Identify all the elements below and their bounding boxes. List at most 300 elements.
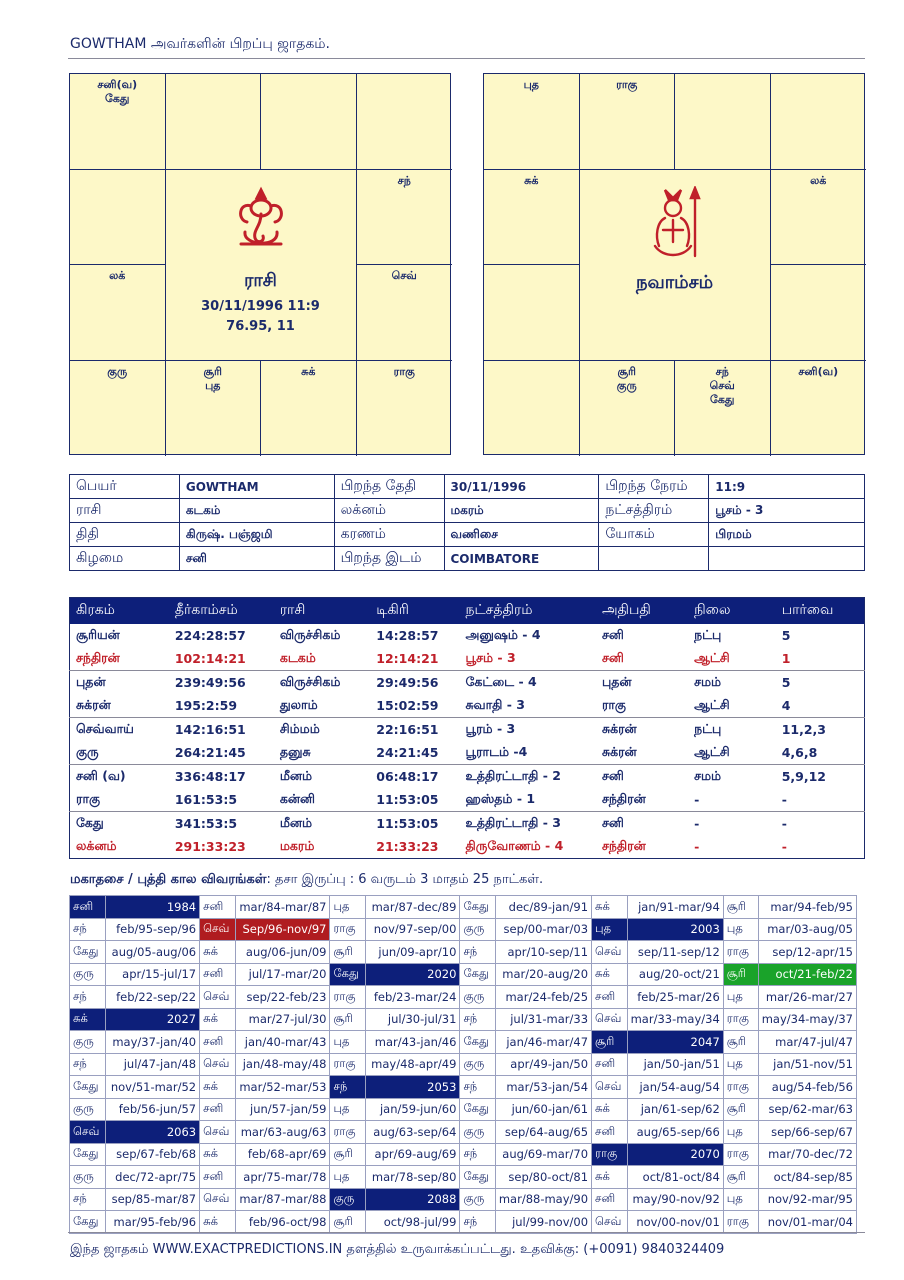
planet-cell: சனி [596, 647, 688, 671]
navamsam-house-cell [484, 361, 580, 457]
dasa-period: jul/47-jan/48 [105, 1053, 200, 1076]
rasi-birth-datetime: 30/11/1996 11:9 [201, 298, 320, 314]
info-label: லக்னம் [334, 499, 444, 523]
dasa-period: feb/96-oct/98 [235, 1211, 330, 1234]
dasa-planet: குரு [460, 918, 495, 941]
dasa-planet: செவ் [592, 941, 628, 964]
info-value: 11:9 [709, 475, 865, 499]
dasa-period: aug/65-sep/66 [627, 1121, 723, 1144]
planet-row [70, 835, 865, 859]
navamsam-house-cell [675, 74, 771, 170]
planet-cell: ஹஸ்தம் - 1 [460, 788, 596, 812]
planet-cell: 4,6,8 [776, 741, 865, 765]
page-title: GOWTHAM அவர்களின் பிறப்பு ஜாதகம். [70, 36, 330, 52]
planet-cell: - [781, 839, 787, 854]
dasa-period: mar/26-mar/27 [758, 986, 856, 1009]
dasa-planet: சூரி [723, 896, 758, 919]
planet-cell: 4 [776, 694, 865, 718]
planet-column-header: நட்சத்திரம் [460, 598, 596, 625]
dasa-planet: குரு [460, 1188, 495, 1211]
planet-cell: சனி [601, 627, 624, 642]
dasa-row [70, 918, 857, 941]
dasa-period: mar/63-aug/63 [235, 1121, 330, 1144]
planet-cell: 21:33:23 [376, 839, 439, 854]
dasa-row [70, 1076, 857, 1099]
dasa-period: aug/54-feb/56 [758, 1076, 856, 1099]
planet-cell: ராகு [596, 694, 688, 718]
planet-row [70, 765, 865, 789]
dasa-planet: ராகு [592, 1143, 628, 1166]
planet-cell: சனி [601, 815, 624, 830]
rasi-house-planets: செவ் [391, 269, 417, 282]
dasa-planet: கேது [460, 963, 495, 986]
dasa-planet: புத [723, 1121, 758, 1144]
dasa-period: may/37-jan/40 [105, 1031, 200, 1054]
planet-cell: விருச்சிகம் [279, 627, 341, 642]
planet-cell: ஆட்சி [688, 694, 776, 718]
dasa-period: jul/30-jul/31 [365, 1008, 460, 1031]
planet-cell: சுவாதி - 3 [460, 694, 596, 718]
rasi-house-planets: சூரி புத [203, 364, 222, 392]
dasa-planet: சந் [460, 1143, 495, 1166]
planet-cell: குரு [70, 741, 169, 765]
planet-cell: 22:16:51 [376, 722, 439, 737]
dasa-period: jul/31-mar/33 [495, 1008, 591, 1031]
dasa-planet: சந் [460, 1211, 495, 1234]
dasa-planet: ராகு [723, 1143, 758, 1166]
dasa-row [70, 941, 857, 964]
rasi-house-cell [357, 74, 453, 170]
planet-cell: 29:49:56 [376, 675, 439, 690]
dasa-period: feb/56-jun/57 [105, 1098, 200, 1121]
dasa-row [70, 986, 857, 1009]
dasa-period: dec/72-apr/75 [105, 1166, 200, 1189]
dasa-row [70, 1098, 857, 1121]
info-label: பிறந்த தேதி [334, 475, 444, 499]
dasa-period: nov/00-nov/01 [627, 1211, 723, 1234]
dasa-planet: ராகு [723, 1008, 758, 1031]
planet-cell: 239:49:56 [174, 675, 246, 690]
planet-cell: 336:48:17 [174, 769, 246, 784]
planet-cell: சூரியன் [76, 627, 120, 642]
dasa-row [70, 1121, 857, 1144]
dasa-planet: செவ் [200, 986, 236, 1009]
dasa-period: mar/53-jan/54 [495, 1076, 591, 1099]
navamsam-house-cell [771, 361, 867, 457]
dasa-planet: குரு [460, 986, 495, 1009]
dasa-period: mar/88-may/90 [495, 1188, 591, 1211]
info-value [709, 547, 865, 571]
dasa-period: nov/92-mar/95 [758, 1188, 856, 1211]
planet-cell: பூராடம் -4 [460, 741, 596, 765]
dasa-period: mar/03-aug/05 [758, 918, 856, 941]
planet-cell: திருவோணம் - 4 [465, 838, 564, 853]
dasa-planet: புத [330, 896, 365, 919]
dasa-period: feb/22-sep/22 [105, 986, 200, 1009]
rasi-house-planets: ராகு [393, 364, 415, 378]
planet-positions-table [69, 597, 865, 859]
info-value: COIMBATORE [444, 547, 599, 571]
dasa-planet: கேது [70, 941, 106, 964]
dasa-period: mar/27-jul/30 [235, 1008, 330, 1031]
dasa-row [70, 1143, 857, 1166]
dasa-period: aug/69-mar/70 [495, 1143, 591, 1166]
rasi-house-cell [166, 74, 262, 170]
dasa-planet: புத [723, 986, 758, 1009]
planet-cell: 341:53:5 [174, 816, 238, 831]
dasa-row [70, 1188, 857, 1211]
dasa-period: mar/84-mar/87 [235, 896, 330, 919]
info-value: மகரம் [444, 499, 599, 523]
dasa-planet: சனி [200, 896, 236, 919]
navamsam-house-cell [580, 74, 676, 170]
dasa-planet: சனி [200, 1098, 236, 1121]
planet-cell: பூரம் - 3 [465, 721, 516, 736]
dasa-planet: ராகு [723, 1076, 758, 1099]
dasa-planet: சூரி [330, 1143, 365, 1166]
dasa-period: mar/24-feb/25 [495, 986, 591, 1009]
info-label: பெயர் [70, 475, 180, 499]
planet-cell: மீனம் [279, 815, 313, 830]
planet-row [70, 694, 865, 718]
planet-cell: மகரம் [279, 838, 315, 853]
rasi-house-cell [70, 74, 166, 170]
dasa-row [70, 963, 857, 986]
dasa-planet: கேது [460, 896, 495, 919]
planet-cell: சந்திரன் [601, 838, 646, 853]
planet-cell: 5,9,12 [781, 769, 826, 784]
dasa-period: sep/12-apr/15 [758, 941, 856, 964]
dasa-planet: குரு [460, 1121, 495, 1144]
info-label [599, 547, 709, 571]
rasi-house-planets: சனி(வ) கேது [97, 78, 138, 105]
dasa-start-year: 1984 [105, 896, 200, 919]
dasa-period: mar/70-dec/72 [758, 1143, 856, 1166]
planet-cell: விருச்சிகம் [279, 674, 341, 689]
dasa-planet: சந் [460, 941, 495, 964]
dasa-planet: புத [723, 1053, 758, 1076]
dasa-period: jan/54-aug/54 [627, 1076, 723, 1099]
info-row [70, 523, 865, 547]
rasi-house-planets: லக் [109, 269, 126, 282]
dasa-row [70, 1166, 857, 1189]
planet-cell: சனி (வ) [76, 768, 126, 783]
dasa-planet: செவ் [200, 918, 236, 941]
planet-row [70, 718, 865, 742]
planet-cell: சந்திரன் [596, 788, 688, 812]
planet-row [70, 788, 865, 812]
title-divider [68, 58, 865, 59]
dasa-planet: ராகு [330, 1053, 365, 1076]
planet-cell: ஆட்சி [688, 741, 776, 765]
dasa-period: feb/25-mar/26 [627, 986, 723, 1009]
navamsam-house-cell [771, 170, 867, 266]
planet-cell: உத்திரட்டாதி - 3 [465, 815, 561, 830]
dasa-planet: சனி [592, 1121, 628, 1144]
dasa-planet: செவ் [70, 1121, 106, 1144]
dasa-planet: சந் [460, 1008, 495, 1031]
rasi-house-planets: சந் [397, 173, 411, 187]
info-row [70, 475, 865, 499]
navamsam-house-cell [484, 265, 580, 361]
navamsam-title: நவாம்சம் [635, 271, 714, 293]
dasa-planet: ராகு [330, 986, 365, 1009]
navamsam-house-cell [675, 361, 771, 457]
planet-column-header: நிலை [688, 598, 776, 625]
planet-cell: 14:28:57 [376, 628, 439, 643]
planet-cell: ஆட்சி [688, 647, 776, 671]
dasa-balance: : தசா இருப்பு : 6 வருடம் 3 மாதம் 25 நாட்கள். [266, 872, 544, 887]
planet-row [70, 647, 865, 671]
dasa-planet: செவ் [200, 1053, 236, 1076]
dasa-period: sep/00-mar/03 [495, 918, 591, 941]
dasa-planet: சனி [200, 963, 236, 986]
birth-details-table [69, 474, 865, 571]
dasa-period: may/34-may/37 [758, 1008, 856, 1031]
dasa-period: oct/98-jul/99 [365, 1211, 460, 1234]
dasa-period: sep/22-feb/23 [235, 986, 330, 1009]
rasi-coordinates: 76.95, 11 [226, 318, 295, 334]
dasa-period: mar/87-mar/88 [235, 1188, 330, 1211]
dasa-period: mar/95-feb/96 [105, 1211, 200, 1234]
dasa-planet: சூரி [723, 1166, 758, 1189]
dasa-period: jul/99-nov/00 [495, 1211, 591, 1234]
dasa-planet: சந் [70, 1053, 106, 1076]
rasi-chart [69, 73, 451, 455]
dasa-planet: சந் [330, 1076, 365, 1099]
navamsam-house-cell [771, 265, 867, 361]
dasa-planet: ராகு [723, 1211, 758, 1234]
dasa-row [70, 1008, 857, 1031]
dasa-planet: சுக் [200, 1008, 236, 1031]
dasa-planet: சுக் [200, 1143, 236, 1166]
dasa-period: jan/48-may/48 [235, 1053, 330, 1076]
rasi-house-cell [166, 361, 262, 457]
dasa-period: sep/64-aug/65 [495, 1121, 591, 1144]
planet-cell: 12:14:21 [370, 647, 459, 671]
dasa-planet: சூரி [592, 1031, 628, 1054]
info-label: பிறந்த இடம் [334, 547, 444, 571]
dasa-planet: குரு [70, 1166, 106, 1189]
dasa-period: apr/75-mar/78 [235, 1166, 330, 1189]
rasi-house-cell [261, 74, 357, 170]
dasa-period: sep/62-mar/63 [758, 1098, 856, 1121]
planet-cell: 06:48:17 [376, 769, 439, 784]
dasa-period: oct/81-oct/84 [627, 1166, 723, 1189]
planet-cell: 142:16:51 [174, 722, 246, 737]
dasa-period: mar/52-mar/53 [235, 1076, 330, 1099]
planet-cell: - [781, 816, 787, 831]
planet-cell: சமம் [694, 768, 722, 783]
planet-cell: கடகம் [274, 647, 370, 671]
planet-row [70, 671, 865, 695]
dasa-period: oct/21-feb/22 [758, 963, 856, 986]
dasa-planet: சனி [592, 1188, 628, 1211]
dasa-planet: கேது [460, 1166, 495, 1189]
dasa-planet: கேது [70, 1211, 106, 1234]
rasi-house-cell [357, 361, 453, 457]
info-row [70, 499, 865, 523]
planet-cell: சிம்மம் [279, 721, 320, 736]
rasi-title: ராசி [244, 269, 277, 291]
info-label: ராசி [70, 499, 180, 523]
planet-column-header: தீர்காம்சம் [169, 598, 274, 625]
info-label: நட்சத்திரம் [599, 499, 709, 523]
dasa-planet: புத [330, 1098, 365, 1121]
planet-cell: துலாம் [274, 694, 370, 718]
dasa-start-year: 2070 [627, 1143, 723, 1166]
navamsam-house-planets: சந் செவ் கேது [709, 364, 735, 406]
dasa-planet: சுக் [200, 1076, 236, 1099]
planet-cell: 291:33:23 [174, 839, 246, 854]
navamsam-center [580, 170, 771, 361]
planet-cell: பூசம் - 3 [460, 647, 596, 671]
planet-cell: - [776, 788, 865, 812]
dasa-period: jan/59-jun/60 [365, 1098, 460, 1121]
dasa-planet: குரு [70, 1031, 106, 1054]
dasa-period: sep/80-oct/81 [495, 1166, 591, 1189]
planet-column-header: பார்வை [776, 598, 865, 625]
planet-cell: புதன் [601, 674, 632, 689]
dasa-period: apr/15-jul/17 [105, 963, 200, 986]
planet-cell: கன்னி [274, 788, 370, 812]
dasa-planet: சூரி [723, 963, 758, 986]
rasi-house-cell [261, 361, 357, 457]
planet-cell: சுக்ரன் [601, 721, 637, 736]
info-value: பூசம் - 3 [709, 499, 865, 523]
dasa-planet: சூரி [330, 1211, 365, 1234]
dasa-planet: சுக் [200, 1211, 236, 1234]
dasa-period: nov/51-mar/52 [105, 1076, 200, 1099]
planet-cell: 161:53:5 [169, 788, 274, 812]
dasa-period: sep/67-feb/68 [105, 1143, 200, 1166]
planet-column-header: டிகிரி [370, 598, 459, 625]
planet-column-header: அதிபதி [596, 598, 688, 625]
dasa-period: feb/23-mar/24 [365, 986, 460, 1009]
navamsam-house-planets: லக் [810, 173, 827, 187]
dasa-period: feb/95-sep/96 [105, 918, 200, 941]
navamsam-house-planets: சனி(வ) [798, 364, 839, 378]
dasa-heading [70, 872, 543, 888]
rasi-center [166, 170, 357, 361]
dasa-planet: சனி [70, 896, 106, 919]
navamsam-house-cell [484, 74, 580, 170]
dasa-planet: சனி [200, 1166, 236, 1189]
planet-cell: சனி [601, 768, 624, 783]
navamsam-house-planets: ராகு [616, 78, 638, 91]
info-value: கிருஷ். பஞ்ஜமி [179, 523, 334, 547]
planet-cell: ராகு [70, 788, 169, 812]
dasa-start-year: 2003 [627, 918, 723, 941]
planet-row [70, 812, 865, 836]
dasa-period: jun/57-jan/59 [235, 1098, 330, 1121]
dasa-period: nov/97-sep/00 [365, 918, 460, 941]
dasa-planet: செவ் [200, 1121, 236, 1144]
dasa-planet: சனி [592, 986, 628, 1009]
dasa-period: jan/51-nov/51 [758, 1053, 856, 1076]
dasa-period: may/48-apr/49 [365, 1053, 460, 1076]
dasa-planet: சுக் [200, 941, 236, 964]
dasa-period: mar/78-sep/80 [365, 1166, 460, 1189]
dasa-planet: குரு [70, 1098, 106, 1121]
dasa-period: apr/49-jan/50 [495, 1053, 591, 1076]
dasa-row [70, 896, 857, 919]
dasa-planet: செவ் [592, 1076, 628, 1099]
dasa-start-year: 2088 [365, 1188, 460, 1211]
info-value: கடகம் [179, 499, 334, 523]
dasa-planet: கேது [460, 1031, 495, 1054]
planet-cell: சமம் [694, 674, 722, 689]
dasa-planet: சந் [460, 1076, 495, 1099]
dasa-planet: புத [723, 1188, 758, 1211]
dasa-period: aug/63-sep/64 [365, 1121, 460, 1144]
rasi-house-planets: குரு [107, 364, 128, 378]
dasa-period: mar/33-may/34 [627, 1008, 723, 1031]
dasa-period: jul/17-mar/20 [235, 963, 330, 986]
navamsam-house-cell [580, 361, 676, 457]
dasa-planet: சனி [592, 1053, 628, 1076]
dasa-planet: புத [723, 918, 758, 941]
planet-cell: செவ்வாய் [76, 721, 134, 736]
dasa-period: jan/46-mar/47 [495, 1031, 591, 1054]
planet-cell: 15:02:59 [370, 694, 459, 718]
dasa-period: sep/11-sep/12 [627, 941, 723, 964]
info-row [70, 547, 865, 571]
dasa-period: mar/87-dec/89 [365, 896, 460, 919]
dasa-planet: செவ் [592, 1008, 628, 1031]
dasa-planet: குரு [460, 1053, 495, 1076]
dasa-period: apr/69-aug/69 [365, 1143, 460, 1166]
info-value: GOWTHAM [179, 475, 334, 499]
dasa-planet: ராகு [723, 941, 758, 964]
dasa-planet: குரு [70, 963, 106, 986]
dasa-period: jun/60-jan/61 [495, 1098, 591, 1121]
info-label: பிறந்த நேரம் [599, 475, 709, 499]
dasa-planet: சூரி [723, 1031, 758, 1054]
dasa-planet: சுக் [592, 1098, 628, 1121]
dasa-planet: கேது [70, 1143, 106, 1166]
dasa-period: aug/05-aug/06 [105, 941, 200, 964]
dasa-planet: சூரி [330, 941, 365, 964]
navamsam-house-planets: சூரி குரு [616, 364, 637, 392]
planet-cell: புதன் [76, 674, 106, 689]
planet-cell: மீனம் [279, 768, 313, 783]
footer-divider [68, 1232, 865, 1233]
planet-cell: நட்பு [694, 627, 722, 642]
planet-cell: - [688, 788, 776, 812]
info-label: கிழமை [70, 547, 180, 571]
dasa-heading-title: மகாதசை / புத்தி கால விவரங்கள் [70, 872, 267, 887]
planet-cell: கேது [76, 815, 104, 830]
planet-cell: நட்பு [694, 721, 722, 736]
planet-cell: 11:53:05 [370, 788, 459, 812]
info-value: சனி [179, 547, 334, 571]
dasa-planet: சந் [70, 1188, 106, 1211]
planet-column-header: ராசி [274, 598, 370, 625]
dasa-period: sep/66-sep/67 [758, 1121, 856, 1144]
planet-cell: 224:28:57 [174, 628, 246, 643]
dasa-start-year: 2020 [365, 963, 460, 986]
dasa-period: jan/91-mar/94 [627, 896, 723, 919]
dasa-planet: புத [592, 918, 628, 941]
dasa-period: mar/43-jan/46 [365, 1031, 460, 1054]
dasa-planet: கேது [460, 1098, 495, 1121]
dasa-period: apr/10-sep/11 [495, 941, 591, 964]
navamsam-house-cell [484, 170, 580, 266]
planet-cell: கேட்டை - 4 [465, 674, 537, 689]
rasi-house-cell [70, 170, 166, 266]
rasi-house-cell [357, 265, 453, 361]
